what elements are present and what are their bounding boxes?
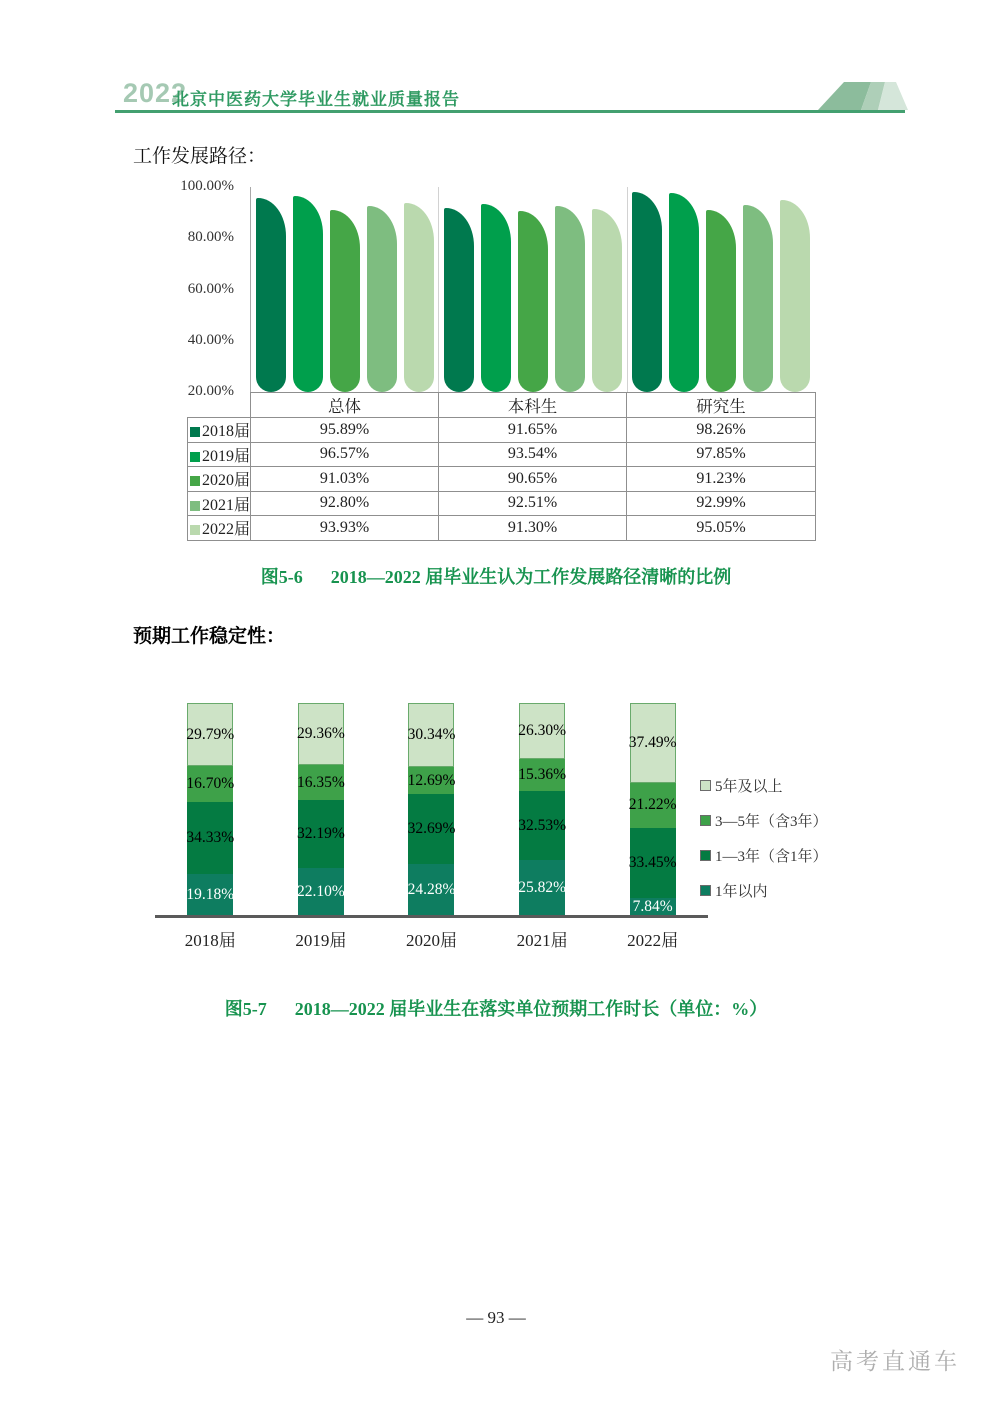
fig56-y-tick: 40.00% <box>187 331 234 348</box>
fig56-y-tick: 80.00% <box>187 229 234 246</box>
fig56-bar-2022届-研究生 <box>780 200 810 392</box>
fig57-segment-3—5年（含3年）-2018届 <box>187 766 233 801</box>
fig57-segment-1年以内-2022届 <box>630 898 676 915</box>
watermark: 高考直通车 <box>830 1349 960 1374</box>
fig57-segment-value: 30.34% <box>407 726 456 744</box>
fig56-table-value: 97.85% <box>627 442 816 467</box>
fig56-row-label: 2019届 <box>188 442 251 467</box>
fig56-column-header: 研究生 <box>627 393 816 418</box>
fig56-table-value: 95.05% <box>627 516 816 541</box>
fig56-table-value: 91.23% <box>627 467 816 492</box>
fig57-stacked-bar-2022届 <box>630 703 676 915</box>
fig56-bar-2018届-研究生 <box>632 192 662 393</box>
fig56-bar-2019届-本科生 <box>481 204 511 392</box>
fig56-y-axis <box>150 178 242 399</box>
figure-5-6-caption <box>0 563 992 589</box>
fig56-table-header-row <box>188 393 816 418</box>
fig57-segment-1—3年（含1年）-2021届 <box>519 791 565 860</box>
fig56-bar-group-总体 <box>251 187 438 392</box>
fig57-bar-slot-2018届 <box>155 703 266 915</box>
fig57-segment-value: 22.10% <box>297 882 345 900</box>
fig57-legend-label: 3—5年（含3年） <box>715 814 828 830</box>
fig56-table-value: 91.65% <box>439 418 627 443</box>
fig57-segment-3—5年（含3年）-2022届 <box>630 783 676 828</box>
fig57-legend-item <box>700 775 828 796</box>
fig57-segment-value: 32.19% <box>297 825 345 843</box>
figure-5-6-chart <box>150 178 815 542</box>
fig57-segment-1—3年（含1年）-2020届 <box>408 794 454 863</box>
fig56-table-value: 93.54% <box>439 442 627 467</box>
fig57-segment-value: 21.22% <box>628 796 677 814</box>
fig57-segment-value: 16.70% <box>186 775 235 793</box>
fig56-table-row <box>188 442 816 467</box>
fig57-segment-value: 19.18% <box>186 885 235 903</box>
fig56-table-value: 91.03% <box>251 467 439 492</box>
fig57-legend-label: 1年以内 <box>715 884 768 900</box>
fig57-x-axis-labels <box>155 926 708 951</box>
fig56-legend-swatch-icon <box>190 525 200 535</box>
fig57-segment-value: 25.82% <box>518 878 566 896</box>
fig56-legend-swatch-icon <box>190 501 200 511</box>
fig56-legend-swatch-icon <box>190 427 200 437</box>
fig57-stacked-bar-2021届 <box>519 703 565 915</box>
fig56-table-row <box>188 467 816 492</box>
fig56-table-row <box>188 491 816 516</box>
fig57-plot-area <box>155 703 708 915</box>
fig57-stacked-bar-2018届 <box>187 703 233 915</box>
fig57-segment-3—5年（含3年）-2019届 <box>298 765 344 800</box>
fig57-legend-label: 5年及以上 <box>715 779 783 795</box>
fig56-bar-2021届-本科生 <box>555 206 585 392</box>
figure-5-7-chart <box>155 703 915 958</box>
fig57-x-label-2022届: 2022届 <box>627 931 679 950</box>
fig57-segment-1—3年（含1年）-2019届 <box>298 800 344 868</box>
fig56-table-value: 92.99% <box>627 491 816 516</box>
fig57-segment-1—3年（含1年）-2018届 <box>187 802 233 875</box>
fig56-table-value: 98.26% <box>627 418 816 443</box>
fig57-segment-value: 33.45% <box>628 854 677 872</box>
fig56-table-corner <box>188 393 251 418</box>
fig56-legend-swatch-icon <box>190 476 200 486</box>
header-title: 北京中医药大学毕业生就业质量报告 <box>172 90 460 109</box>
fig56-table-value: 91.30% <box>439 516 627 541</box>
fig56-bar-2022届-总体 <box>404 203 434 392</box>
fig56-table-value: 90.65% <box>439 467 627 492</box>
fig57-segment-5年及以上-2021届 <box>519 703 565 759</box>
fig56-column-header: 总体 <box>251 393 439 418</box>
fig57-legend-item <box>700 880 828 901</box>
fig57-legend-swatch-icon <box>700 780 711 791</box>
fig56-bar-2020届-总体 <box>330 210 360 392</box>
fig56-data-table <box>187 392 816 541</box>
fig57-segment-value: 32.53% <box>518 817 566 835</box>
fig56-row-label: 2021届 <box>188 491 251 516</box>
fig57-bar-slot-2022届 <box>597 703 708 915</box>
figure-5-6-label: 图5-6 <box>260 567 303 587</box>
fig57-legend-swatch-icon <box>700 850 711 861</box>
fig57-legend-label: 1—3年（含1年） <box>715 849 828 865</box>
fig57-segment-1年以内-2021届 <box>519 860 565 915</box>
fig56-table-value: 93.93% <box>251 516 439 541</box>
fig57-x-label-2018届: 2018届 <box>184 931 236 950</box>
fig56-column-header: 本科生 <box>439 393 627 418</box>
fig57-segment-value: 7.84% <box>632 897 673 915</box>
fig57-segment-5年及以上-2019届 <box>298 703 344 765</box>
fig57-segment-value: 26.30% <box>518 722 566 740</box>
fig57-stacked-bar-2019届 <box>298 703 344 915</box>
fig57-segment-value: 29.79% <box>186 725 235 743</box>
fig57-legend <box>700 775 828 901</box>
fig56-bar-2021届-总体 <box>367 206 397 393</box>
fig57-segment-value: 37.49% <box>628 734 677 752</box>
fig56-bar-2021届-研究生 <box>743 205 773 392</box>
fig56-table-value: 92.51% <box>439 491 627 516</box>
fig56-bar-2019届-总体 <box>293 196 323 392</box>
fig57-legend-item <box>700 845 828 866</box>
fig56-table-row <box>188 516 816 541</box>
figure-5-7-caption <box>0 995 992 1021</box>
fig57-x-axis-line <box>155 915 708 918</box>
fig56-table-value: 95.89% <box>251 418 439 443</box>
fig57-bar-slot-2019届 <box>266 703 377 915</box>
fig56-bar-2019届-研究生 <box>669 193 699 393</box>
fig56-bar-2022届-本科生 <box>592 209 622 392</box>
fig57-segment-value: 34.33% <box>186 829 235 847</box>
fig57-x-label-2019届: 2019届 <box>295 931 347 950</box>
fig57-segment-value: 15.36% <box>518 766 566 784</box>
fig56-table-value: 96.57% <box>251 442 439 467</box>
fig57-stacked-bar-2020届 <box>408 703 454 915</box>
fig56-y-tick: 20.00% <box>187 383 234 399</box>
fig57-segment-1—3年（含1年）-2022届 <box>630 828 676 899</box>
header-decoration-icon <box>818 82 908 110</box>
fig57-segment-3—5年（含3年）-2021届 <box>519 759 565 792</box>
fig57-legend-item <box>700 810 828 831</box>
fig57-segment-value: 24.28% <box>407 880 456 898</box>
fig56-bar-2020届-本科生 <box>518 211 548 392</box>
fig56-y-tick: 100.00% <box>180 178 234 194</box>
fig57-segment-value: 12.69% <box>407 772 456 789</box>
fig56-row-label: 2022届 <box>188 516 251 541</box>
section-stability-label: 预期工作稳定性： <box>133 626 286 647</box>
fig57-segment-value: 29.36% <box>297 725 345 743</box>
fig56-table-row <box>188 418 816 443</box>
fig57-bar-slot-2021届 <box>487 703 598 915</box>
fig57-segment-5年及以上-2020届 <box>408 703 454 767</box>
header-rule <box>115 110 905 113</box>
fig57-x-label-2021届: 2021届 <box>516 931 568 950</box>
fig56-bar-group-研究生 <box>627 187 815 392</box>
page-number: — 93 — <box>466 1308 526 1327</box>
fig57-segment-1年以内-2019届 <box>298 868 344 915</box>
fig56-row-label: 2018届 <box>188 418 251 443</box>
fig57-x-label-2020届: 2020届 <box>405 931 457 950</box>
fig56-bar-2020届-研究生 <box>706 210 736 393</box>
fig56-y-tick: 60.00% <box>187 280 234 297</box>
fig56-bar-2018届-总体 <box>256 198 286 393</box>
fig57-segment-1年以内-2020届 <box>408 864 454 916</box>
fig56-plot-area <box>250 187 815 392</box>
fig57-segment-value: 16.35% <box>297 773 345 791</box>
fig56-legend-swatch-icon <box>190 452 200 462</box>
fig56-table-value: 92.80% <box>251 491 439 516</box>
figure-5-7-label: 图5-7 <box>224 999 267 1019</box>
fig57-bar-slot-2020届 <box>376 703 487 915</box>
figure-5-6-title: 2018—2022 届毕业生认为工作发展路径清晰的比例 <box>330 567 732 587</box>
fig57-legend-swatch-icon <box>700 815 711 826</box>
fig56-bar-group-本科生 <box>438 187 626 392</box>
section-work-path-label: 工作发展路径： <box>133 146 267 167</box>
fig57-segment-5年及以上-2022届 <box>630 703 676 783</box>
fig57-segment-1年以内-2018届 <box>187 874 233 915</box>
fig57-legend-swatch-icon <box>700 885 711 896</box>
header-year: 2022 <box>123 78 188 108</box>
fig56-row-label: 2020届 <box>188 467 251 492</box>
fig56-bar-2018届-本科生 <box>444 208 474 392</box>
fig57-segment-value: 32.69% <box>407 820 456 838</box>
figure-5-7-title: 2018—2022 届毕业生在落实单位预期工作时长（单位：%） <box>294 999 768 1019</box>
fig57-segment-5年及以上-2018届 <box>187 703 233 766</box>
fig57-segment-3—5年（含3年）-2020届 <box>408 767 454 794</box>
